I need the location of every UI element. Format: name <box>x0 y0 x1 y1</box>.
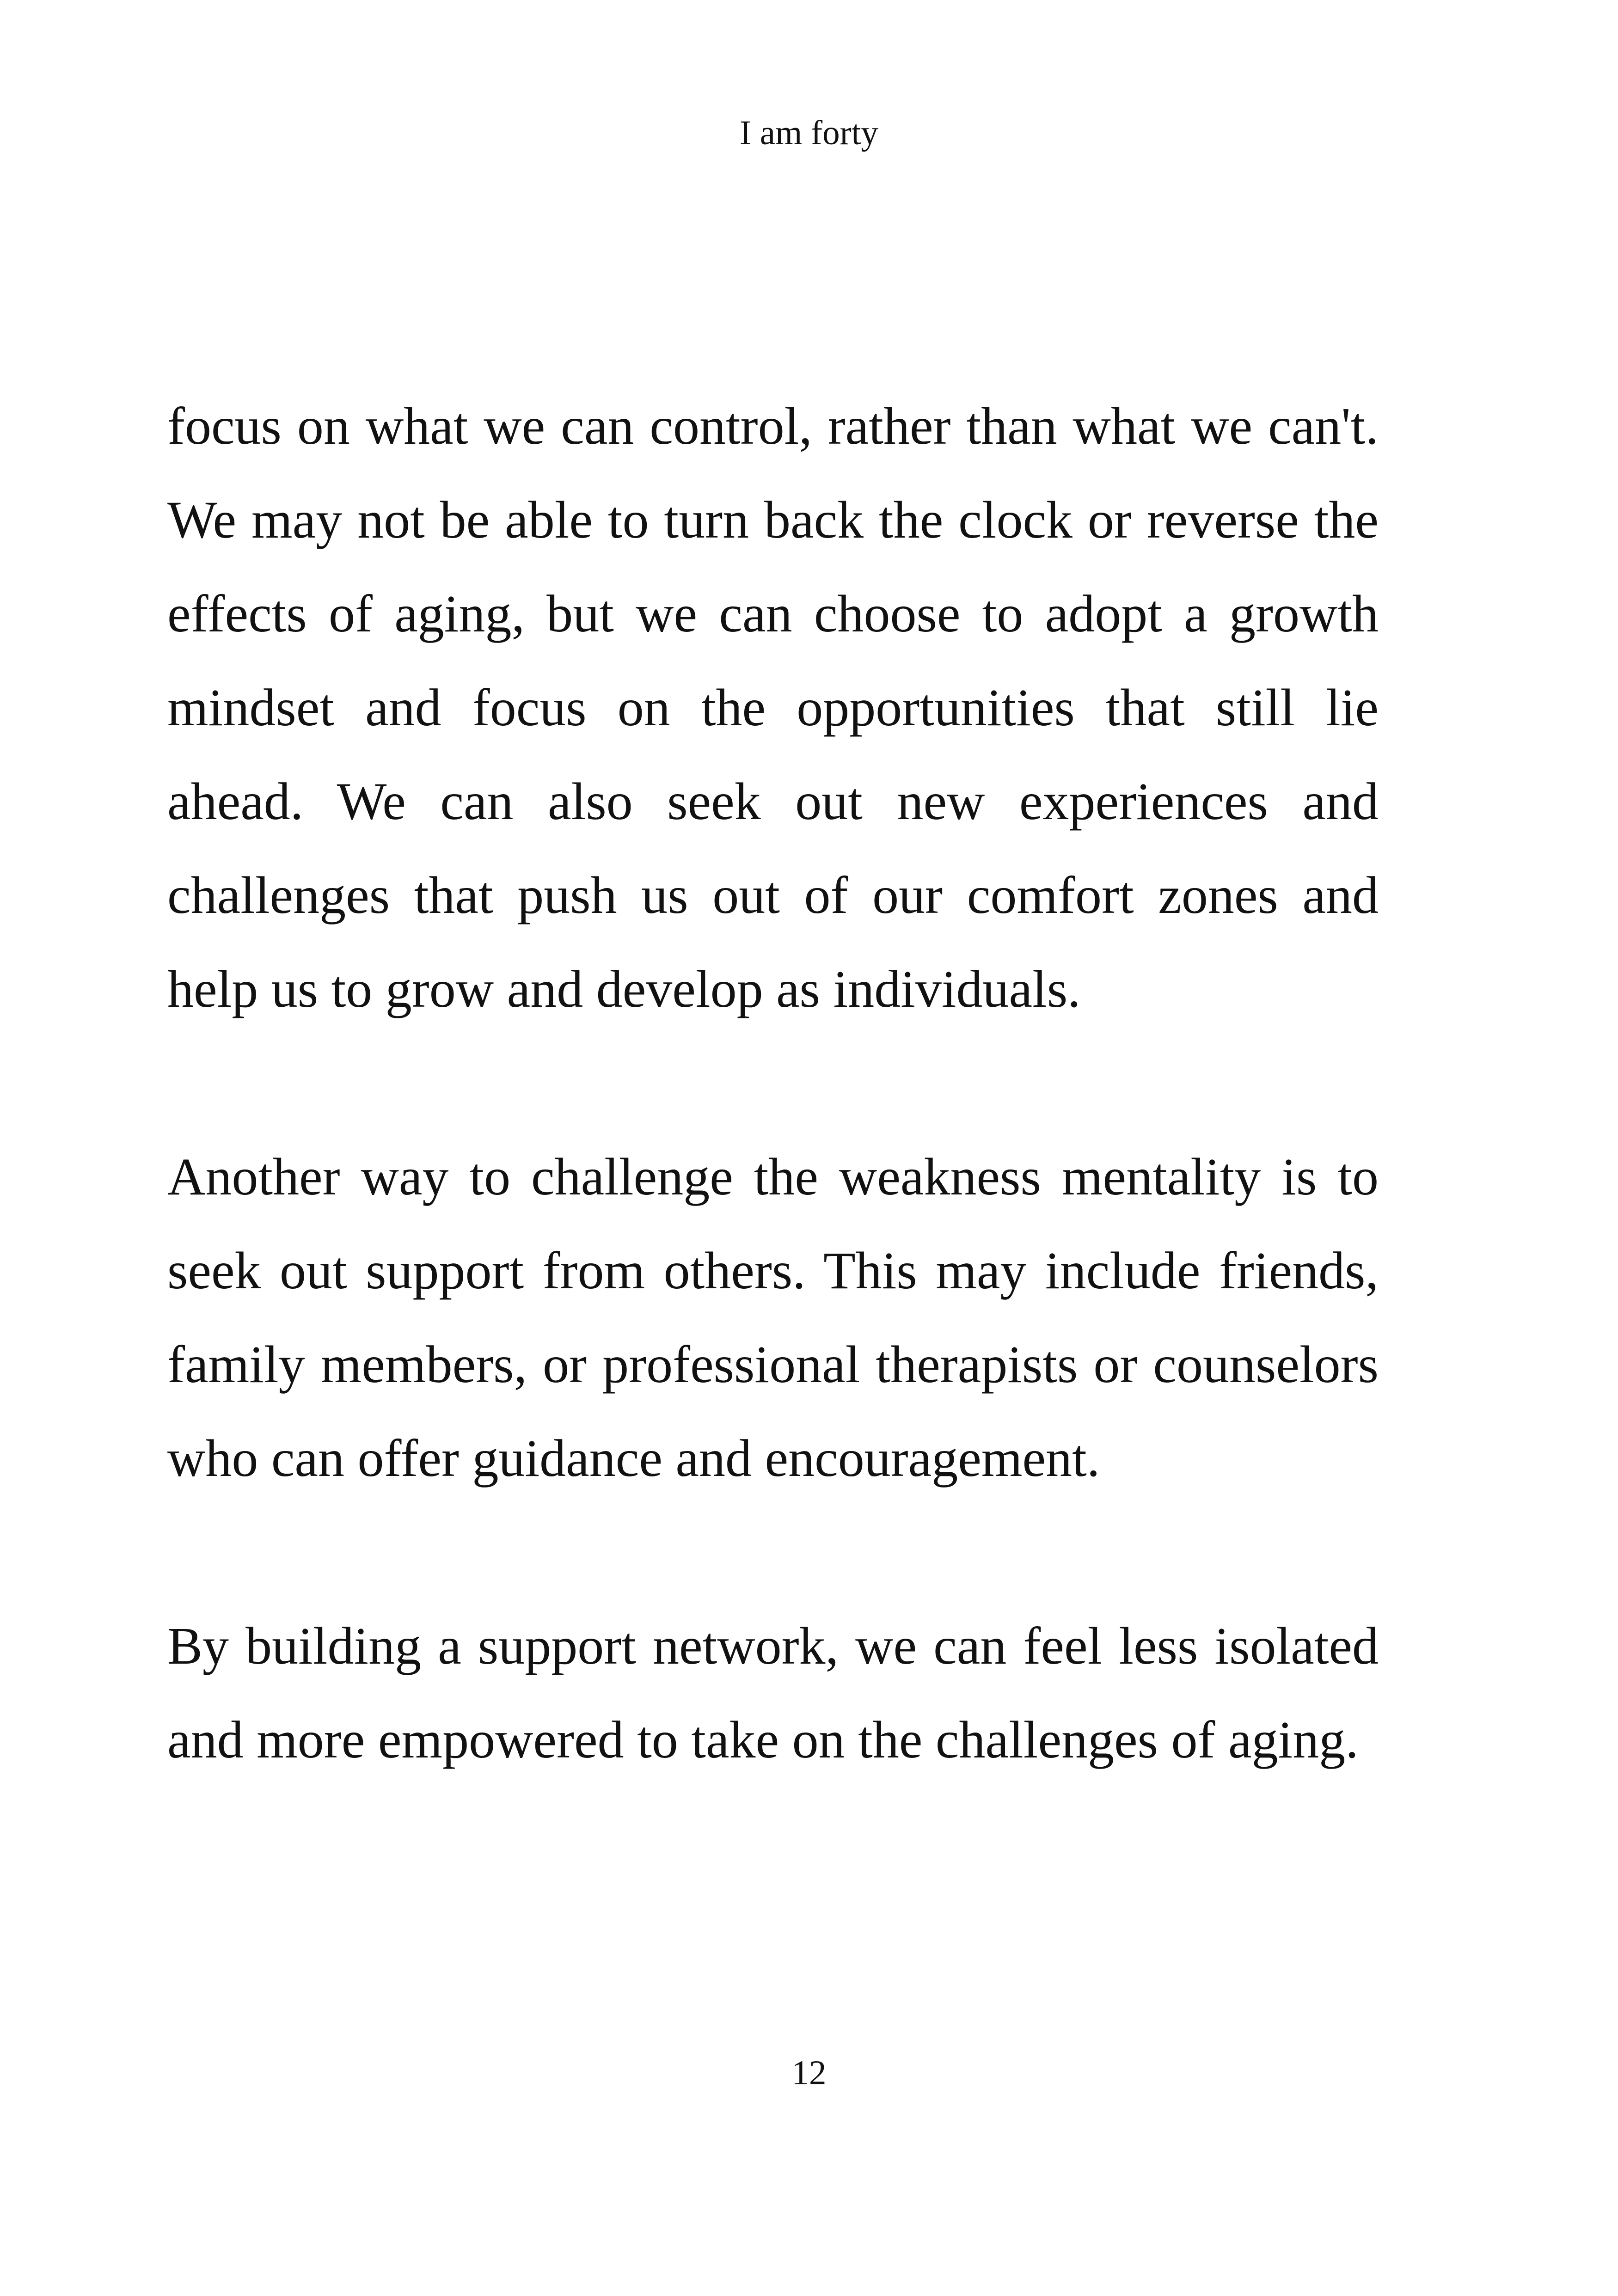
paragraph-2: Another way to challenge the weakness mentality is to seek out support from others. This may include friends, family members, or professional therapists or counselors who can offer guidance and encouragement. <box>167 1147 1379 1488</box>
running-header: I am forty <box>740 114 878 152</box>
page-number: 12 <box>791 2054 827 2092</box>
paragraph-1: focus on what we can control, rather than what we can't. We may not be able to turn back the clock or reverse the effects of aging, but we can choose to adopt a growth mindset and focus on the opportunities that still lie ahead. We can also seek out new experiences and challenges that push us out of our comfort zones and help us to grow and develop as individuals. <box>167 397 1379 1018</box>
body-text <box>167 379 1379 1787</box>
paragraph-3: By building a support network, we can feel less isolated and more empowered to take on the challenges of aging. <box>167 1616 1379 1769</box>
